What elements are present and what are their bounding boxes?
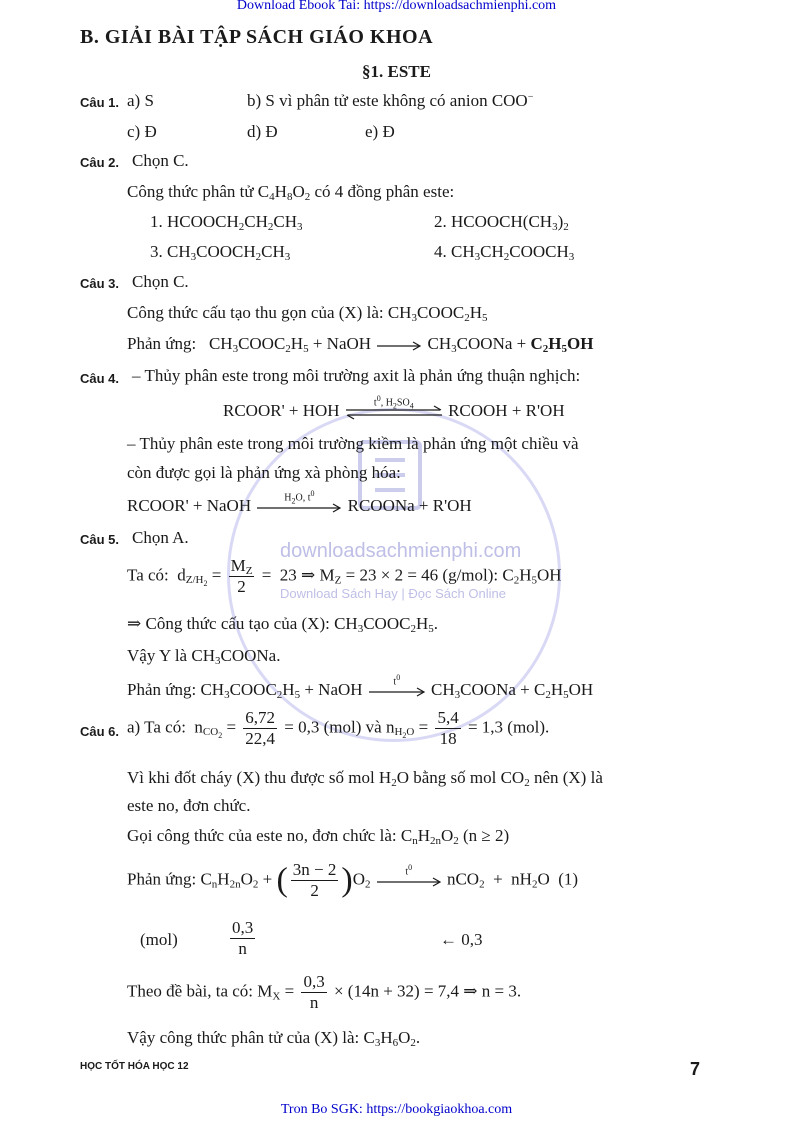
cau-2-label: Câu 2. [80, 155, 120, 170]
book-footer: HỌC TỐT HÓA HỌC 12 [80, 1061, 189, 1072]
q5-y: Vậy Y là $CH_3COONa$. [127, 646, 281, 667]
q6-mol-label: (mol) [140, 930, 178, 949]
q6-combustion: Phản ứng: $C_nH_{2n}O_2$ + ( $\frac{3n - 2}{2}$ )$O_2$ $t^0$ $nCO_2 + nH_2O$ (1) [127, 860, 579, 900]
q4-base-reaction: RCOOR' + NaOH $H_2O$, $t^0$ RCOONa + R'OH [127, 489, 472, 515]
q6-vi-line2: este no, đơn chức. [127, 796, 251, 815]
cau-5-label: Câu 5. [80, 532, 120, 547]
q6-molar-mass: Theo đề bài, ta có: $M_X$ = $\frac{0,3}{n}$ × (14n + 32) = 7,4 ⇒ n = 3. [127, 972, 522, 1012]
q6-moles: a) Ta có: $n_{CO_2}$ = $\frac{6,72}{22,4}$ = 0,3 (mol) và $n_{H_2O}$ = $\frac{5,4}{18}$ = 1,3 (mol). [127, 708, 550, 748]
cau-1-label: Câu 1. [80, 95, 120, 110]
watermark-tagline: Download Sách Hay | Đọc Sách Online [280, 586, 506, 601]
cau-4-label: Câu 4. [80, 371, 120, 386]
isomer-1: 1. $HCOOCH_2CH_2CH_3$ [150, 212, 303, 233]
q1-b: b) S vì phân tử este không có anion COO− [247, 91, 534, 110]
q6-mol-fraction: $\frac{0,3}{n}$ [232, 918, 254, 958]
q6-vi-line1: Vì khi đốt cháy (X) thu được số mol $H_2O$ bằng số mol $CO_2$ nên (X) là [127, 768, 603, 789]
isomer-2: 2. $HCOOCH(CH_3)_2$ [434, 212, 569, 233]
q6-mol-co2: ← 0,3 [440, 930, 483, 949]
q1-e: e) Đ [365, 122, 395, 141]
page-number: 7 [690, 1059, 701, 1079]
q6-conclusion: Vậy công thức phân tử của (X) là: $C_3H_6O_2$. [127, 1028, 421, 1049]
subsection-title: §1. ESTE [362, 62, 431, 81]
cau-3-label: Câu 3. [80, 276, 120, 291]
reversible-arrow: $t^0$, $H_2SO_4$ [344, 403, 444, 421]
q3-choice: Chọn C. [132, 272, 189, 291]
isomer-4: 4. $CH_3CH_2COOCH_3$ [434, 242, 575, 263]
isomer-3: 3. $CH_3COOCH_2CH_3$ [150, 242, 291, 263]
q1-d: d) Đ [247, 122, 278, 141]
reaction-arrow: $H_2O$, $t^0$ [255, 498, 343, 516]
q4-line1: – Thủy phân este trong môi trường axit là phản ứng thuận nghịch: [132, 366, 581, 385]
q2-choice: Chọn C. [132, 151, 189, 170]
reaction-arrow: $t^0$ [367, 682, 427, 700]
reaction-arrow: $t^0$ [375, 872, 443, 890]
q6-general-formula: Gọi công thức của este no, đơn chức là: $C_nH_{2n}O_2$ (n ≥ 2) [127, 826, 510, 847]
reaction-arrow [375, 336, 423, 354]
q5-density: Ta có: $d_{Z/H_2}$ = $\frac{M_Z}{2}$ = 23 ⇒ $M_Z = 23 \times 2 = 46$ (g/mol): $C_2H_5OH$ [127, 556, 562, 596]
q2-intro: Công thức phân tử $C_4H_8O_2$ có 4 đồng phân este: [127, 182, 455, 203]
q4-line3: còn được gọi là phản ứng xà phòng hóa: [127, 463, 401, 482]
q5-structure: ⇒ Công thức cấu tạo của (X): $CH_3COOC_2H_5$. [127, 614, 438, 635]
q1-c: c) Đ [127, 122, 157, 141]
bottom-sgk-link[interactable]: Tron Bo SGK: https://bookgiaokhoa.com [280, 1102, 513, 1117]
watermark-site: downloadsachmienphi.com [280, 540, 522, 562]
section-heading: B. GIẢI BÀI TẬP SÁCH GIÁO KHOA [80, 26, 434, 48]
q3-reaction: Phản ứng: $CH_3COOC_2H_5$ + NaOH $CH_3COONa + C_2H_5OH$ [127, 334, 594, 355]
q4-line2: – Thủy phân este trong môi trường kiềm là phản ứng một chiều và [127, 434, 579, 453]
q3-intro: Công thức cấu tạo thu gọn của (X) là: $CH_3COOC_2H_5$ [127, 303, 488, 324]
cau-6-label: Câu 6. [80, 724, 120, 739]
q1-a: a) S [127, 91, 154, 110]
q5-choice: Chọn A. [132, 528, 189, 547]
q5-reaction: Phản ứng: $CH_3COOC_2H_5$ + NaOH $t^0$ $CH_3COONa + C_2H_5OH$ [127, 673, 594, 701]
top-download-link[interactable]: Download Ebook Tai: https://downloadsachmienphi.com [236, 0, 557, 13]
q4-acid-reaction: RCOOR' + HOH $t^0$, $H_2SO_4$ RCOOH + R'OH [223, 394, 565, 420]
